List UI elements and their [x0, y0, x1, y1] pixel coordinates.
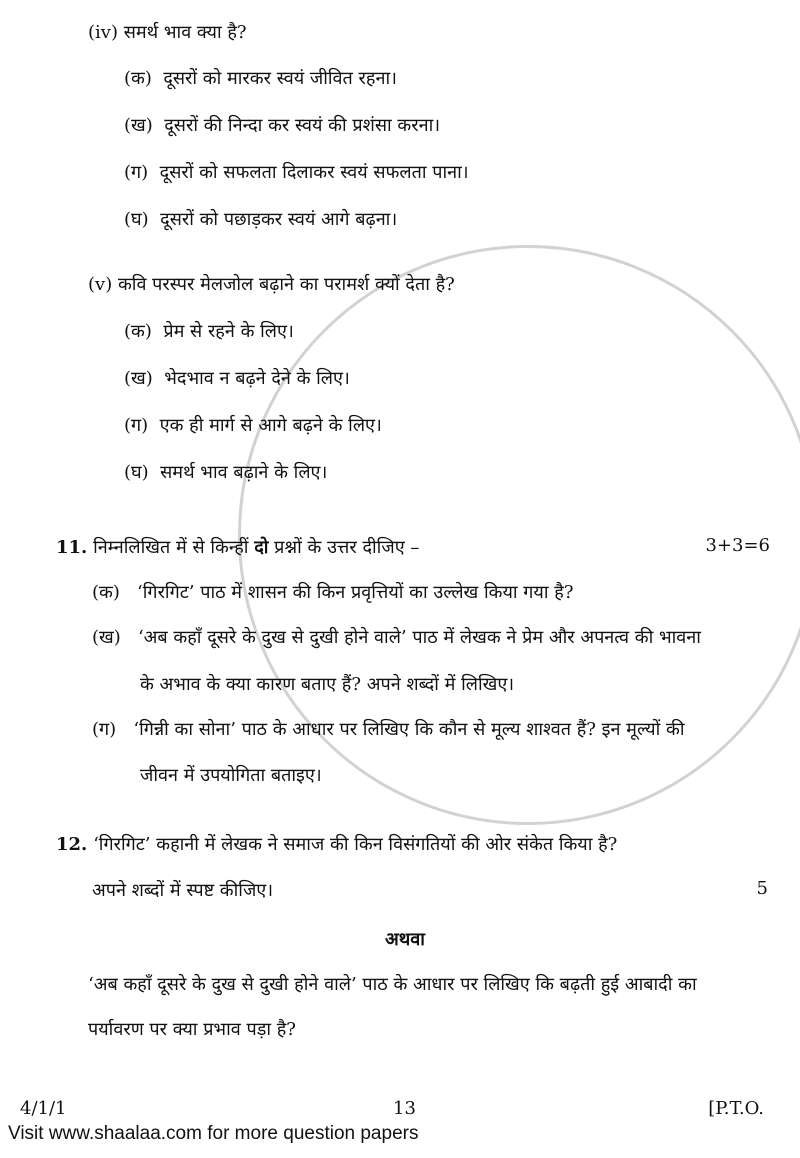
sub-question [92, 580, 573, 604]
question-iv [88, 20, 247, 44]
question-marks: 5 [756, 878, 768, 899]
option-label: (क) [124, 321, 152, 342]
option-item [124, 460, 327, 484]
question-text-after: प्रश्नों के उत्तर दीजिए – [274, 537, 420, 558]
option-label: (ख) [124, 115, 153, 136]
question-number: 11. [56, 537, 88, 558]
option-text: दूसरों को सफलता दिलाकर स्वयं सफलता पाना। [159, 162, 469, 183]
sub-question-continuation: के अभाव के क्या कारण बताए हैं? अपने शब्दों में लिखिए। [140, 674, 515, 695]
option-label: (ख) [124, 368, 153, 389]
pto-label: [P.T.O. [708, 1098, 764, 1119]
question-v [88, 272, 455, 296]
alternate-question-continuation: पर्यावरण पर क्या प्रभाव पड़ा है? [88, 1019, 296, 1040]
option-label: (क) [124, 68, 152, 89]
question-11 [56, 535, 419, 559]
question-text: समर्थ भाव क्या है? [123, 22, 247, 43]
sub-question [92, 625, 701, 649]
question-continuation: अपने शब्दों में स्पष्ट कीजिए। [92, 880, 274, 901]
option-text: दूसरों को पछाड़कर स्वयं आगे बढ़ना। [160, 209, 398, 230]
option-label: (घ) [124, 462, 149, 483]
option-item [124, 160, 469, 184]
question-text: कवि परस्पर मेलजोल बढ़ाने का परामर्श क्यों देता है? [117, 274, 455, 295]
sub-question-label: (ग) [92, 719, 117, 740]
sub-question-text: ‘अब कहाँ दूसरे के दुख से दुखी होने वाले’ पाठ में लेखक ने प्रेम और अपनत्व की भावना [137, 627, 701, 648]
option-text: प्रेम से रहने के लिए। [163, 321, 294, 342]
question-emphasis: दो [254, 537, 269, 558]
option-item [124, 366, 350, 390]
question-text: निम्नलिखित में से किन्हीं [93, 537, 249, 558]
footer-link[interactable]: Visit www.shaalaa.com for more question papers [8, 1123, 419, 1144]
option-text: एक ही मार्ग से आगे बढ़ने के लिए। [159, 415, 382, 436]
option-text: समर्थ भाव बढ़ाने के लिए। [160, 462, 328, 483]
option-text: भेदभाव न बढ़ने देने के लिए। [164, 368, 350, 389]
option-item [124, 207, 397, 231]
sub-question-continuation: जीवन में उपयोगिता बताइए। [140, 765, 322, 786]
question-text: ‘गिरगिट’ कहानी में लेखक ने समाज की किन विसंगतियों की ओर संकेत किया है? [93, 834, 618, 855]
or-heading: अथवा [385, 929, 425, 950]
option-item [124, 66, 397, 90]
alternate-question: ‘अब कहाँ दूसरे के दुख से दुखी होने वाले’ पाठ के आधार पर लिखिए कि बढ़ती हुई आबादी का [88, 974, 697, 995]
sub-question-text: ‘गिरगिट’ पाठ में शासन की किन प्रवृत्तियों का उल्लेख किया गया है? [137, 582, 574, 603]
question-number: 12. [56, 834, 88, 855]
paper-code: 4/1/1 [20, 1098, 67, 1119]
question-label: (iv) [88, 22, 118, 43]
option-text: दूसरों की निन्दा कर स्वयं की प्रशंसा करना। [164, 115, 441, 136]
question-marks: 3+3=6 [705, 535, 770, 556]
sub-question-text: ‘गिन्नी का सोना’ पाठ के आधार पर लिखिए कि कौन से मूल्य शाश्वत हैं? इन मूल्यों की [133, 719, 685, 740]
sub-question-label: (ख) [92, 627, 121, 648]
option-item [124, 319, 294, 343]
option-text: दूसरों को मारकर स्वयं जीवित रहना। [163, 68, 397, 89]
sub-question [92, 717, 684, 741]
option-label: (ग) [124, 162, 149, 183]
page-number: 13 [393, 1098, 416, 1119]
option-item [124, 413, 382, 437]
option-label: (घ) [124, 209, 149, 230]
option-item [124, 113, 440, 137]
question-12 [56, 832, 617, 856]
question-label: (v) [88, 274, 113, 295]
option-label: (ग) [124, 415, 149, 436]
sub-question-label: (क) [92, 582, 120, 603]
